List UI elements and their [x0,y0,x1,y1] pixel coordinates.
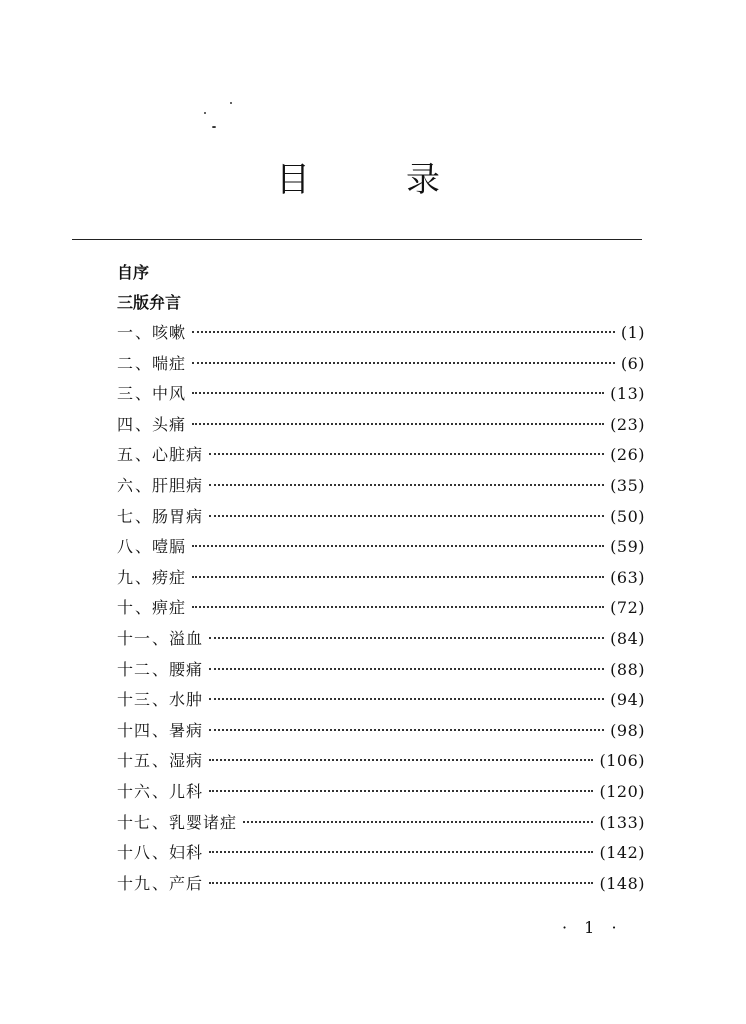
toc-entry-separator: 、 [135,445,152,465]
toc-entry-number: 十四 [117,720,152,740]
toc-entry-page: (84) [610,628,645,648]
toc-entry-page: (98) [610,720,645,740]
table-of-contents [117,258,645,899]
toc-entry-label: 喘症 [152,353,187,373]
toc-entry-page: (63) [610,567,645,587]
toc-entry-separator: 、 [135,323,152,342]
toc-entry-number: 十一 [117,628,152,648]
toc-entry-page: (106) [599,751,645,771]
toc-entry-list [117,318,645,899]
toc-entry-label: 咳嗽 [152,323,187,342]
toc-entry-page: (94) [610,690,645,710]
toc-entry-page: (133) [599,812,645,832]
toc-entry-separator: 、 [152,659,169,679]
toc-entry-number: 七 [117,506,135,526]
toc-entry-number: 十八 [117,843,152,863]
toc-entry-page: (1) [620,323,645,342]
toc-entry-separator: 、 [152,720,169,740]
toc-entry-separator: 、 [135,567,152,587]
toc-entry-separator: 、 [152,690,169,710]
toc-dot-leader [192,392,604,394]
toc-entry-number: 三 [117,384,135,404]
toc-entry-page: (6) [620,353,645,373]
toc-entry-label: 产后 [169,873,204,893]
toc-entry-number: 六 [117,475,135,495]
toc-entry-label: 湿病 [169,751,204,771]
toc-entry-number: 十七 [117,812,152,832]
toc-dot-leader [209,698,604,700]
toc-entry[interactable] [117,318,645,349]
toc-entry-label: 乳婴诸症 [169,812,238,832]
toc-entry-number: 九 [117,567,135,587]
toc-entry-number: 十六 [117,781,152,801]
toc-entry-page: (59) [610,537,645,557]
toc-entry-number: 十五 [117,751,152,771]
toc-entry-number: 一 [117,323,135,342]
toc-entry-number: 十三 [117,690,152,710]
toc-entry[interactable] [117,563,645,594]
toc-entry-label: 肠胃病 [152,506,204,526]
toc-entry-page: (26) [610,445,645,465]
toc-entry-page: (72) [610,598,645,618]
toc-entry[interactable] [117,808,645,839]
toc-entry-separator: 、 [135,475,152,495]
toc-entry[interactable] [117,838,645,869]
toc-dot-leader [192,576,604,578]
toc-entry-label: 头痛 [152,414,187,434]
toc-entry-page: (88) [610,659,645,679]
toc-entry-label: 心脏病 [152,445,204,465]
toc-entry-separator: 、 [135,353,152,373]
toc-dot-leader [192,606,604,608]
toc-entry-label: 中风 [152,384,187,404]
toc-entry-separator: 、 [152,843,169,863]
toc-dot-leader [192,331,615,333]
page-title-char-2: 录 [406,160,440,200]
toc-entry-label: 儿科 [169,781,204,801]
toc-entry[interactable] [117,379,645,410]
toc-dot-leader [209,637,604,639]
toc-entry-page: (148) [599,873,645,893]
toc-entry-page: (142) [599,843,645,863]
toc-entry-number: 二 [117,353,135,373]
toc-dot-leader [209,484,604,486]
toc-dot-leader [243,821,593,823]
toc-entry-label: 暑病 [169,720,204,740]
toc-entry-label: 妇科 [169,843,204,863]
toc-entry-number: 四 [117,414,135,434]
toc-dot-leader [209,882,593,884]
toc-entry-separator: 、 [152,812,169,832]
toc-entry[interactable] [117,655,645,686]
toc-entry-label: 水肿 [169,690,204,710]
toc-entry-number: 十 [117,598,135,618]
toc-entry[interactable] [117,532,645,563]
toc-entry[interactable] [117,685,645,716]
toc-entry[interactable] [117,869,645,900]
toc-entry-number: 十九 [117,873,152,893]
toc-entry-separator: 、 [135,384,152,404]
page-title-char-1: 目 [276,160,310,200]
toc-entry[interactable] [117,410,645,441]
toc-dot-leader [209,668,604,670]
toc-dot-leader [209,515,604,517]
toc-entry-label: 痹症 [152,598,187,618]
toc-entry[interactable] [117,593,645,624]
toc-dot-leader [192,423,604,425]
toc-entry-page: (35) [610,475,645,495]
toc-dot-leader [192,545,604,547]
toc-entry-page: (23) [610,414,645,434]
toc-heading-third-edition-foreword[interactable]: 三版弁言 [117,293,182,312]
toc-entry-separator: 、 [135,506,152,526]
toc-entry[interactable] [117,746,645,777]
toc-entry-separator: 、 [135,537,152,557]
toc-entry-page: (50) [610,506,645,526]
toc-entry-separator: 、 [152,628,169,648]
toc-dot-leader [209,851,593,853]
toc-entry[interactable] [117,777,645,808]
toc-entry-label: 腰痛 [169,659,204,679]
toc-entry[interactable] [117,716,645,747]
title-divider [72,239,642,240]
scan-specks [200,100,240,140]
toc-entry-label: 噎膈 [152,537,187,557]
toc-entry-label: 痨症 [152,567,187,587]
toc-entry-label: 溢血 [169,628,204,648]
toc-dot-leader [209,729,604,731]
toc-entry-number: 十二 [117,659,152,679]
toc-entry[interactable] [117,349,645,380]
toc-entry-number: 五 [117,445,135,465]
toc-entry[interactable] [117,440,645,471]
toc-entry-label: 肝胆病 [152,475,204,495]
toc-dot-leader [209,759,593,761]
toc-entry-number: 八 [117,537,135,557]
toc-entry-page: (120) [599,781,645,801]
toc-entry-page: (13) [610,384,645,404]
toc-dot-leader [192,362,615,364]
toc-entry-separator: 、 [152,751,169,771]
toc-dot-leader [209,790,593,792]
toc-entry[interactable] [117,471,645,502]
toc-entry[interactable] [117,624,645,655]
toc-heading-preface[interactable]: 自序 [117,263,150,282]
toc-entry-separator: 、 [135,414,152,434]
toc-entry-separator: 、 [152,781,169,801]
toc-dot-leader [209,453,604,455]
toc-entry-separator: 、 [152,873,169,893]
toc-entry[interactable] [117,502,645,533]
page-number: · 1 · [562,918,623,937]
toc-entry-separator: 、 [135,598,152,618]
